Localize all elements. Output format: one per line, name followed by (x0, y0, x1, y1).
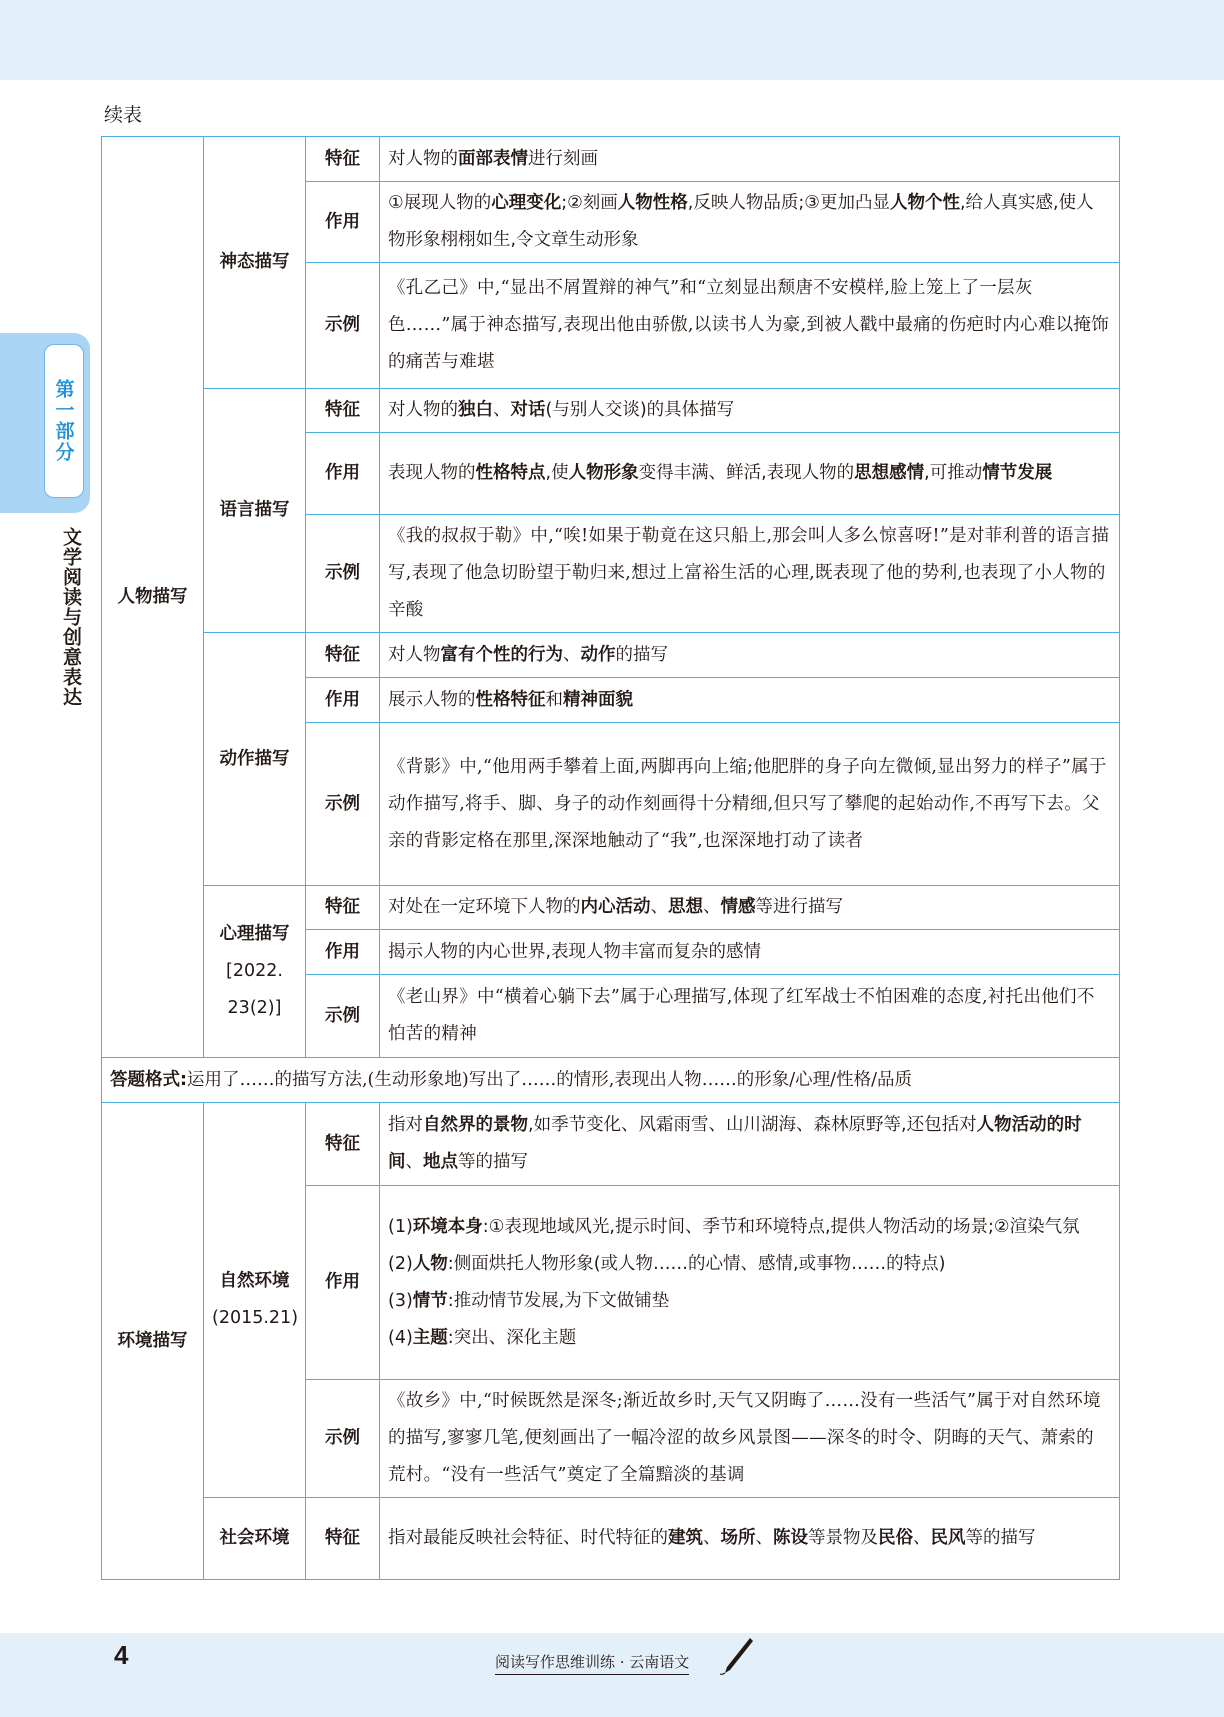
action-feature: 对人物富有个性的行为、动作的描写 (380, 633, 1120, 678)
expression-feature: 对人物的面部表情进行刻画 (380, 137, 1120, 182)
description-table (101, 136, 1120, 1580)
answer-format-row (102, 1058, 1120, 1103)
category-environment: 环境描写 (102, 1103, 204, 1580)
label-example: 示例 (306, 975, 380, 1058)
language-function: 表现人物的性格特点,使人物形象变得丰满、鲜活,表现人物的思想感情,可推动情节发展 (380, 433, 1120, 515)
table-row (102, 886, 1120, 930)
label-example: 示例 (306, 723, 380, 886)
natural-function-item-1: (1)环境本身:①表现地域风光,提示时间、季节和环境特点,提供人物活动的场景;②渲染气氛 (388, 1216, 1080, 1237)
label-function: 作用 (306, 678, 380, 723)
expression-example: 《孔乙己》中,“显出不屑置辩的神气”和“立刻显出颓唐不安模样,脸上笼上了一层灰色……”属于神态描写,表现出他由骄傲,以读书人为豪,到被人戳中最痛的伤疤时内心难以掩饰的痛苦与难堪 (380, 263, 1120, 389)
subtype-psychology (204, 886, 306, 1058)
label-feature: 特征 (306, 886, 380, 930)
label-function: 作用 (306, 930, 380, 975)
social-feature: 指对最能反映社会特征、时代特征的建筑、场所、陈设等景物及民俗、民风等的描写 (380, 1498, 1120, 1580)
label-function: 作用 (306, 182, 380, 263)
natural-feature: 指对自然界的景物,如季节变化、风霜雨雪、山川湖海、森林原野等,还包括对人物活动的时间、地点等的描写 (380, 1103, 1120, 1186)
side-tab-section-box (44, 344, 84, 498)
psychology-exam-ref: [2022. (226, 961, 283, 981)
footer-band (0, 1633, 1224, 1717)
label-feature: 特征 (306, 1498, 380, 1580)
label-example: 示例 (306, 515, 380, 633)
label-feature: 特征 (306, 633, 380, 678)
language-example: 《我的叔叔于勒》中,“唉!如果于勒竟在这只船上,那会叫人多么惊喜呀!”是对菲利普的语言描写,表现了他急切盼望于勒归来,想过上富裕生活的心理,既表现了他的势利,也表现了小人物的辛酸 (380, 515, 1120, 633)
psychology-label: 心理描写 (219, 924, 290, 944)
natural-function-item-2: (2)人物:侧面烘托人物形象(或人物……的心情、感情,或事物……的特点) (388, 1253, 946, 1274)
label-function: 作用 (306, 1186, 380, 1380)
table-row (102, 1103, 1120, 1186)
psychology-function: 揭示人物的内心世界,表现人物丰富而复杂的感情 (380, 930, 1120, 975)
natural-function (380, 1186, 1120, 1380)
action-function: 展示人物的性格特征和精神面貌 (380, 678, 1120, 723)
label-example: 示例 (306, 263, 380, 389)
table-row (102, 633, 1120, 678)
label-example: 示例 (306, 1380, 380, 1498)
pen-icon (720, 1636, 754, 1676)
subtype-action: 动作描写 (204, 633, 306, 886)
label-feature: 特征 (306, 137, 380, 182)
page-number: 4 (114, 1640, 129, 1670)
psychology-example: 《老山界》中“横着心躺下去”属于心理描写,体现了红军战士不怕困难的态度,衬托出他们不怕苦的精神 (380, 975, 1120, 1058)
psychology-exam-ref-2: 23(2)] (227, 998, 282, 1018)
subtype-social: 社会环境 (204, 1498, 306, 1580)
label-feature: 特征 (306, 1103, 380, 1186)
label-feature: 特征 (306, 389, 380, 433)
natural-function-item-4: (4)主题:突出、深化主题 (388, 1327, 577, 1348)
natural-label: 自然环境 (219, 1271, 290, 1291)
category-character: 人物描写 (102, 137, 204, 1058)
subtype-language: 语言描写 (204, 389, 306, 633)
continuation-label: 续表 (104, 104, 143, 126)
answer-format: 答题格式:运用了……的描写方法,(生动形象地)写出了……的情形,表现出人物……的形象/心理/性格/品质 (102, 1058, 1120, 1103)
natural-exam-ref: (2015.21) (212, 1308, 299, 1328)
subtype-natural (204, 1103, 306, 1498)
action-example: 《背影》中,“他用两手攀着上面,两脚再向上缩;他肥胖的身子向左微倾,显出努力的样子”属于动作描写,将手、脚、身子的动作刻画得十分精细,但只写了攀爬的起始动作,不再写下去。父亲的背影定格在那里,深深地触动了“我”,也深深地打动了读者 (380, 723, 1120, 886)
side-tab-section: 第一部分 (52, 379, 75, 463)
table-row (102, 389, 1120, 433)
natural-function-item-3: (3)情节:推动情节发展,为下文做铺垫 (388, 1290, 670, 1311)
side-tab-title: 文学阅读与创意表达 (60, 527, 82, 707)
expression-function: ①展现人物的心理变化;②刻画人物性格,反映人物品质;③更加凸显人物个性,给人真实感,使人物形象栩栩如生,令文章生动形象 (380, 182, 1120, 263)
label-function: 作用 (306, 433, 380, 515)
table-row (102, 137, 1120, 182)
header-band (0, 0, 1224, 80)
language-feature: 对人物的独白、对话(与别人交谈)的具体描写 (380, 389, 1120, 433)
natural-example: 《故乡》中,“时候既然是深冬;渐近故乡时,天气又阴晦了……没有一些活气”属于对自然环境的描写,寥寥几笔,便刻画出了一幅冷涩的故乡风景图——深冬的时令、阴晦的天气、萧索的荒村。“没有一些活气”奠定了全篇黯淡的基调 (380, 1380, 1120, 1498)
subtype-expression: 神态描写 (204, 137, 306, 389)
footer-book-title: 阅读写作思维训练 · 云南语文 (495, 1651, 689, 1675)
table-row (102, 1498, 1120, 1580)
psychology-feature: 对处在一定环境下人物的内心活动、思想、情感等进行描写 (380, 886, 1120, 930)
